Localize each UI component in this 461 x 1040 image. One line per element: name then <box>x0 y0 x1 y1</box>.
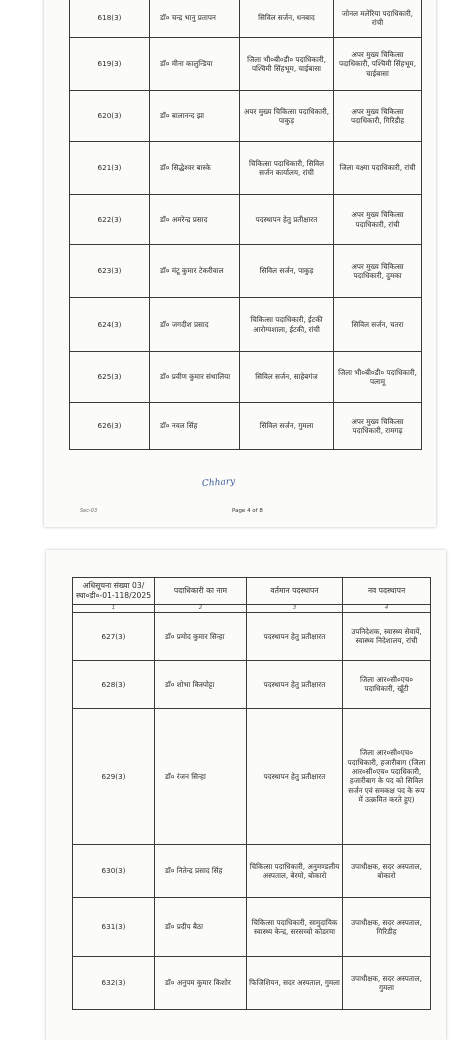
new-posting-cell: जिला यक्ष्मा पदाधिकारी, रांची <box>334 142 422 195</box>
current-posting-cell: सिविल सर्जन, साहेबगंज <box>240 352 334 403</box>
table-row <box>70 142 422 195</box>
table-row <box>70 298 422 352</box>
footer-section-code: Sec-03 <box>80 508 98 514</box>
new-posting-cell: जिला आर०सी०एच० पदाधिकारी, खूँटी <box>343 660 431 708</box>
new-posting-cell: उपनिदेशक, स्वास्थ्य सेवायें, स्वास्थ्य निदेशालय, रांची <box>343 612 431 660</box>
serial-number-cell: 632(3) <box>73 956 155 1009</box>
current-posting-cell: पदस्थापन हेतु प्रतीक्षारत <box>240 195 334 245</box>
table-row <box>73 708 431 844</box>
table-row <box>73 612 431 660</box>
current-posting-cell: चिकित्सा पदाधिकारी, अनुमण्डलीय अस्पताल, बेरमो, बोकारो <box>247 844 343 897</box>
current-posting-cell: पदस्थापन हेतु प्रतीक्षारत <box>247 660 343 708</box>
posting-table-page-4 <box>69 0 422 450</box>
new-posting-cell: जिला भी०बी०डी० पदाधिकारी, पलामू <box>334 352 422 403</box>
officer-name-cell: डॉ० जगदीश प्रसाद <box>150 298 240 352</box>
serial-number-cell: 629(3) <box>73 708 155 844</box>
officer-name-cell: डॉ० नितेन्द्र प्रसाद सिंह <box>155 844 247 897</box>
current-posting-cell: सिविल सर्जन, पाकुड़ <box>240 245 334 298</box>
current-posting-cell: अपर मुख्य चिकित्सा पदाधिकारी, पाकुड़ <box>240 91 334 142</box>
serial-number-cell: 626(3) <box>70 403 150 450</box>
new-posting-cell: अपर मुख्य चिकित्सा पदाधिकारी, दुमका <box>334 245 422 298</box>
officer-name-cell: डॉ० मीना कालुन्डिया <box>150 38 240 91</box>
column-index: 3 <box>247 604 343 612</box>
new-posting-cell: अपर मुख्य चिकित्सा पदाधिकारी, रामगढ़ <box>334 403 422 450</box>
serial-number-cell: 619(3) <box>70 38 150 91</box>
serial-number-cell: 628(3) <box>73 660 155 708</box>
new-posting-cell: अपर मुख्य चिकित्सा पदाधिकारी, रांची <box>334 195 422 245</box>
officer-name-cell: डॉ० बालानन्द झा <box>150 91 240 142</box>
officer-name-cell: डॉ० मंटू कुमार टेकरीवाल <box>150 245 240 298</box>
officer-name-cell: डॉ० प्रदीप बैठा <box>155 897 247 956</box>
header-new-posting: नव पदस्थापन <box>343 578 431 605</box>
serial-number-cell: 622(3) <box>70 195 150 245</box>
serial-number-cell: 618(3) <box>70 0 150 38</box>
current-posting-cell: चिकित्सा पदाधिकारी, सिविल सर्जन कार्यालय, रांची <box>240 142 334 195</box>
table-row <box>73 897 431 956</box>
officer-name-cell: डॉ० शोभा किस्पोट्टा <box>155 660 247 708</box>
new-posting-cell: अपर मुख्य चिकित्सा पदाधिकारी, पश्चिमी सिंहभूम, चाईबासा <box>334 38 422 91</box>
new-posting-cell: उपाधीक्षक, सदर अस्पताल, गुमला <box>343 956 431 1009</box>
current-posting-cell: चिकित्सा पदाधिकारी, सामुदायिक स्वास्थ्य केन्द्र, सरसच्चो कोडरमा <box>247 897 343 956</box>
current-posting-cell: सिविल सर्जन, धनबाद <box>240 0 334 38</box>
new-posting-cell: उपाधीक्षक, सदर अस्पताल, बोकारो <box>343 844 431 897</box>
table-row <box>73 956 431 1009</box>
new-posting-cell: अपर मुख्य चिकित्सा पदाधिकारी, गिरिडीह <box>334 91 422 142</box>
serial-number-cell: 627(3) <box>73 612 155 660</box>
header-current-posting: वर्तमान पदस्थापन <box>247 578 343 605</box>
table-row <box>73 844 431 897</box>
officer-name-cell: डॉ० सिद्धेश्वर बास्के <box>150 142 240 195</box>
officer-name-cell: डॉ० नवल सिंह <box>150 403 240 450</box>
serial-number-cell: 621(3) <box>70 142 150 195</box>
new-posting-cell: जिला आर०सी०एच० पदाधिकारी, हजारीबाग (जिला आर०सी०एच० पदाधिकारी, हजारीबाग के पद को सिविल सर्जन एवं समकक्ष पद के रूप में उत्क्रमित करते हुए) <box>343 708 431 844</box>
table-row <box>70 91 422 142</box>
table-row <box>73 660 431 708</box>
document-page-5 <box>46 550 446 1040</box>
new-posting-cell: जोनल मलेरिया पदाधिकारी, रांची <box>334 0 422 38</box>
column-index-row <box>73 604 431 612</box>
officer-name-cell: डॉ० रंजन सिन्हा <box>155 708 247 844</box>
page-number: Page 4 of 8 <box>232 508 263 514</box>
header-officer-name: पदाधिकारी का नाम <box>155 578 247 605</box>
table-row <box>70 38 422 91</box>
serial-number-cell: 631(3) <box>73 897 155 956</box>
new-posting-cell: सिविल सर्जन, चतरा <box>334 298 422 352</box>
current-posting-cell: फिजिशियन, सदर अस्पताल, गुमला <box>247 956 343 1009</box>
column-index: 4 <box>343 604 431 612</box>
posting-table-page-5 <box>72 577 431 1010</box>
officer-name-cell: डॉ० अमरेन्द्र प्रसाद <box>150 195 240 245</box>
current-posting-cell: चिकित्सा पदाधिकारी, ईटकी आरोग्यशाला, ईटकी, रांची <box>240 298 334 352</box>
table-row <box>70 403 422 450</box>
table-row <box>70 0 422 38</box>
column-index: 1 <box>73 604 155 612</box>
current-posting-cell: सिविल सर्जन, गुमला <box>240 403 334 450</box>
table-row <box>70 245 422 298</box>
table-header-row <box>73 578 431 605</box>
current-posting-cell: पदस्थापन हेतु प्रतीक्षारत <box>247 708 343 844</box>
officer-name-cell: डॉ० प्रवीण कुमार संथालिया <box>150 352 240 403</box>
officer-name-cell: डॉ० अनुपम कुमार किशोर <box>155 956 247 1009</box>
current-posting-cell: जिला भी०बी०डी० पदाधिकारी, पश्चिमी सिंहभूम, चाईबासा <box>240 38 334 91</box>
table-row <box>70 352 422 403</box>
serial-number-cell: 625(3) <box>70 352 150 403</box>
header-notification-number: अधिसूचना संख्या 03/स्था०डी०-01-118/2025 <box>73 578 155 605</box>
column-index: 2 <box>155 604 247 612</box>
officer-name-cell: डॉ० प्रमोद कुमार सिन्हा <box>155 612 247 660</box>
officer-name-cell: डॉ० चन्द्र भानु प्रतापन <box>150 0 240 38</box>
current-posting-cell: पदस्थापन हेतु प्रतीक्षारत <box>247 612 343 660</box>
table-row <box>70 195 422 245</box>
serial-number-cell: 620(3) <box>70 91 150 142</box>
serial-number-cell: 623(3) <box>70 245 150 298</box>
signature: Chhary <box>201 476 236 490</box>
serial-number-cell: 630(3) <box>73 844 155 897</box>
serial-number-cell: 624(3) <box>70 298 150 352</box>
new-posting-cell: उपाधीक्षक, सदर अस्पताल, गिरिडीह <box>343 897 431 956</box>
document-page-4 <box>44 0 436 527</box>
